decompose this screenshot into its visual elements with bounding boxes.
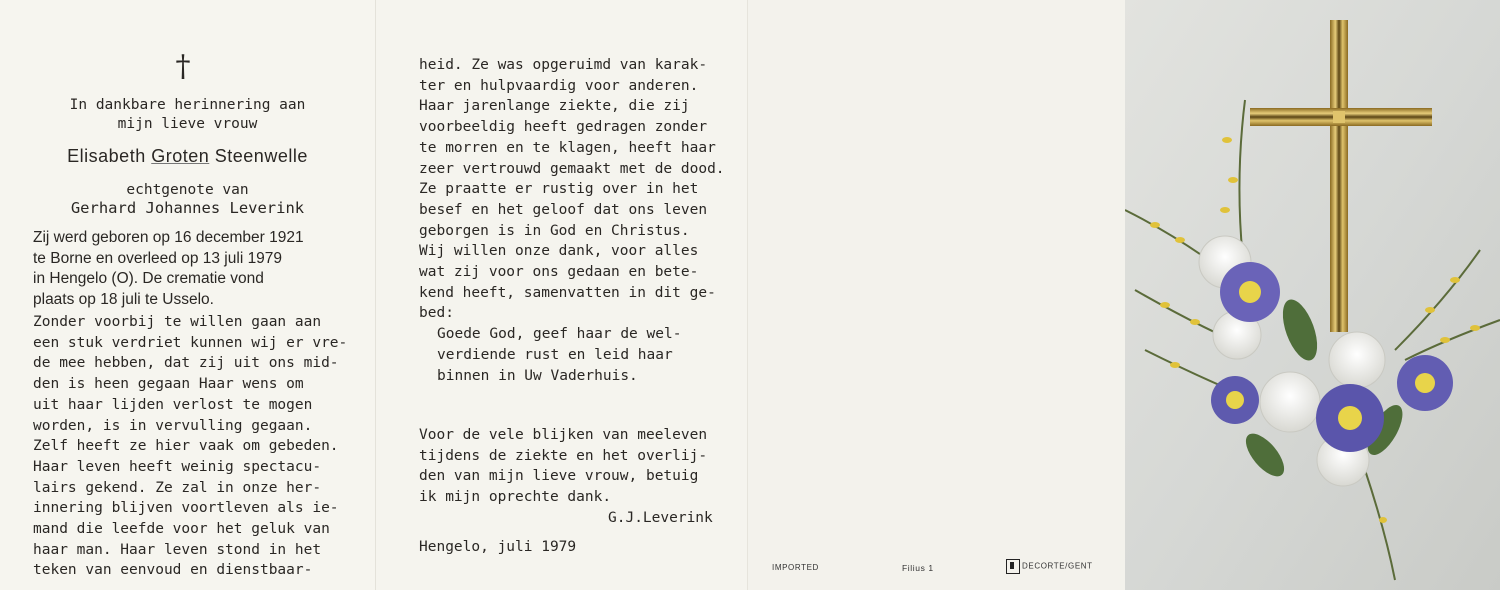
text-line: lairs gekend. Ze zal in onze her-: [33, 479, 322, 496]
body-paragraph: [33, 312, 348, 581]
intro-line: In dankbare herinnering aan: [69, 97, 306, 113]
card-panel-photo: [1125, 0, 1500, 590]
cross-flowers-image: [1125, 0, 1500, 590]
text-line: ter en hulpvaardig voor anderen.: [419, 77, 699, 94]
imported-label: IMPORTED: [772, 563, 819, 572]
husband-name: Gerhard Johannes Leverink: [70, 199, 305, 217]
text-line: wat zij voor ons gedaan en bete-: [419, 264, 699, 281]
card-panel-back: [747, 0, 1126, 590]
prayer-line: verdiende rust en leid haar: [437, 346, 673, 363]
text-line: den is heen gegaan Haar wens om: [33, 376, 304, 393]
continued-paragraph: [419, 55, 729, 386]
text-line: besef en het geloof dat ons leven: [419, 201, 708, 218]
text-line: worden, is in vervulling gegaan.: [33, 417, 313, 434]
text-line: tijdens de ziekte en het overlij-: [419, 447, 708, 464]
series-label: Filius 1: [902, 563, 934, 573]
text-line: voorbeeldig heeft gedragen zonder: [419, 119, 708, 136]
text-line: Zij werd geboren op 16 december 1921: [33, 229, 304, 246]
text-line: Haar leven heeft weinig spectacu-: [33, 458, 322, 475]
thanks-paragraph: [419, 425, 729, 508]
card-panel-left: [0, 0, 375, 590]
text-line: de mee hebben, dat zij uit ons mid-: [33, 355, 339, 372]
text-line: geborgen is in God en Christus.: [419, 222, 690, 239]
text-line: innering blijven voortleven als ie-: [33, 500, 339, 517]
publisher-label: DECORTE/GENT: [1022, 561, 1093, 571]
text-line: te morren en te klagen, heeft haar: [419, 139, 716, 156]
place-date: Hengelo, juli 1979: [419, 539, 577, 555]
publisher-logo-icon: [1006, 559, 1020, 574]
text-line: Zelf heeft ze hier vaak om gebeden.: [33, 438, 339, 455]
text-line: plaats op 18 juli te Usselo.: [33, 291, 214, 309]
text-line: zeer vertrouwd gemaakt met de dood.: [419, 160, 725, 177]
signature: G.J.Leverink: [608, 510, 713, 526]
name-first: Elisabeth: [67, 146, 146, 166]
name-last: Steenwelle: [214, 146, 308, 166]
text-line: bed:: [419, 305, 454, 322]
text-line: een stuk verdriet kunnen wij er vre-: [33, 334, 348, 351]
text-line: haar man. Haar leven stond in het: [33, 541, 322, 558]
card-panel-middle: [375, 0, 748, 590]
text-line: Wij willen onze dank, voor alles: [419, 243, 699, 260]
prayer-line: Goede God, geef haar de wel-: [437, 326, 682, 343]
deceased-name: [0, 147, 375, 166]
text-line: ik mijn oprechte dank.: [419, 489, 612, 506]
text-line: Haar jarenlange ziekte, die zij: [419, 98, 690, 115]
text-line: den van mijn lieve vrouw, betuig: [419, 468, 699, 485]
text-line: uit haar lijden verlost te mogen: [33, 396, 313, 413]
text-line: heid. Ze was opgeruimd van karak-: [419, 57, 708, 73]
relation-label: echtgenote van: [126, 182, 249, 198]
text-line: Zonder voorbij te willen gaan aan: [33, 314, 322, 330]
text-line: Voor de vele blijken van meeleven: [419, 427, 708, 443]
text-line: kend heeft, samenvatten in dit ge-: [419, 284, 716, 301]
intro-line: mijn lieve vrouw: [117, 116, 258, 132]
facts-paragraph: [33, 228, 348, 311]
text-line: teken van eenvoud en dienstbaar-: [33, 562, 313, 579]
intro-text: [0, 96, 375, 134]
text-line: mand die leefde voor het geluk van: [33, 521, 330, 538]
cross-icon: †: [175, 49, 191, 84]
publisher-mark: [1006, 559, 1093, 574]
prayer-line: binnen in Uw Vaderhuis.: [437, 367, 638, 384]
text-line: in Hengelo (O). De crematie vond: [33, 270, 264, 288]
text-line: Ze praatte er rustig over in het: [419, 181, 699, 198]
name-middle: Groten: [151, 146, 210, 166]
text-line: te Borne en overleed op 13 juli 1979: [33, 249, 283, 267]
